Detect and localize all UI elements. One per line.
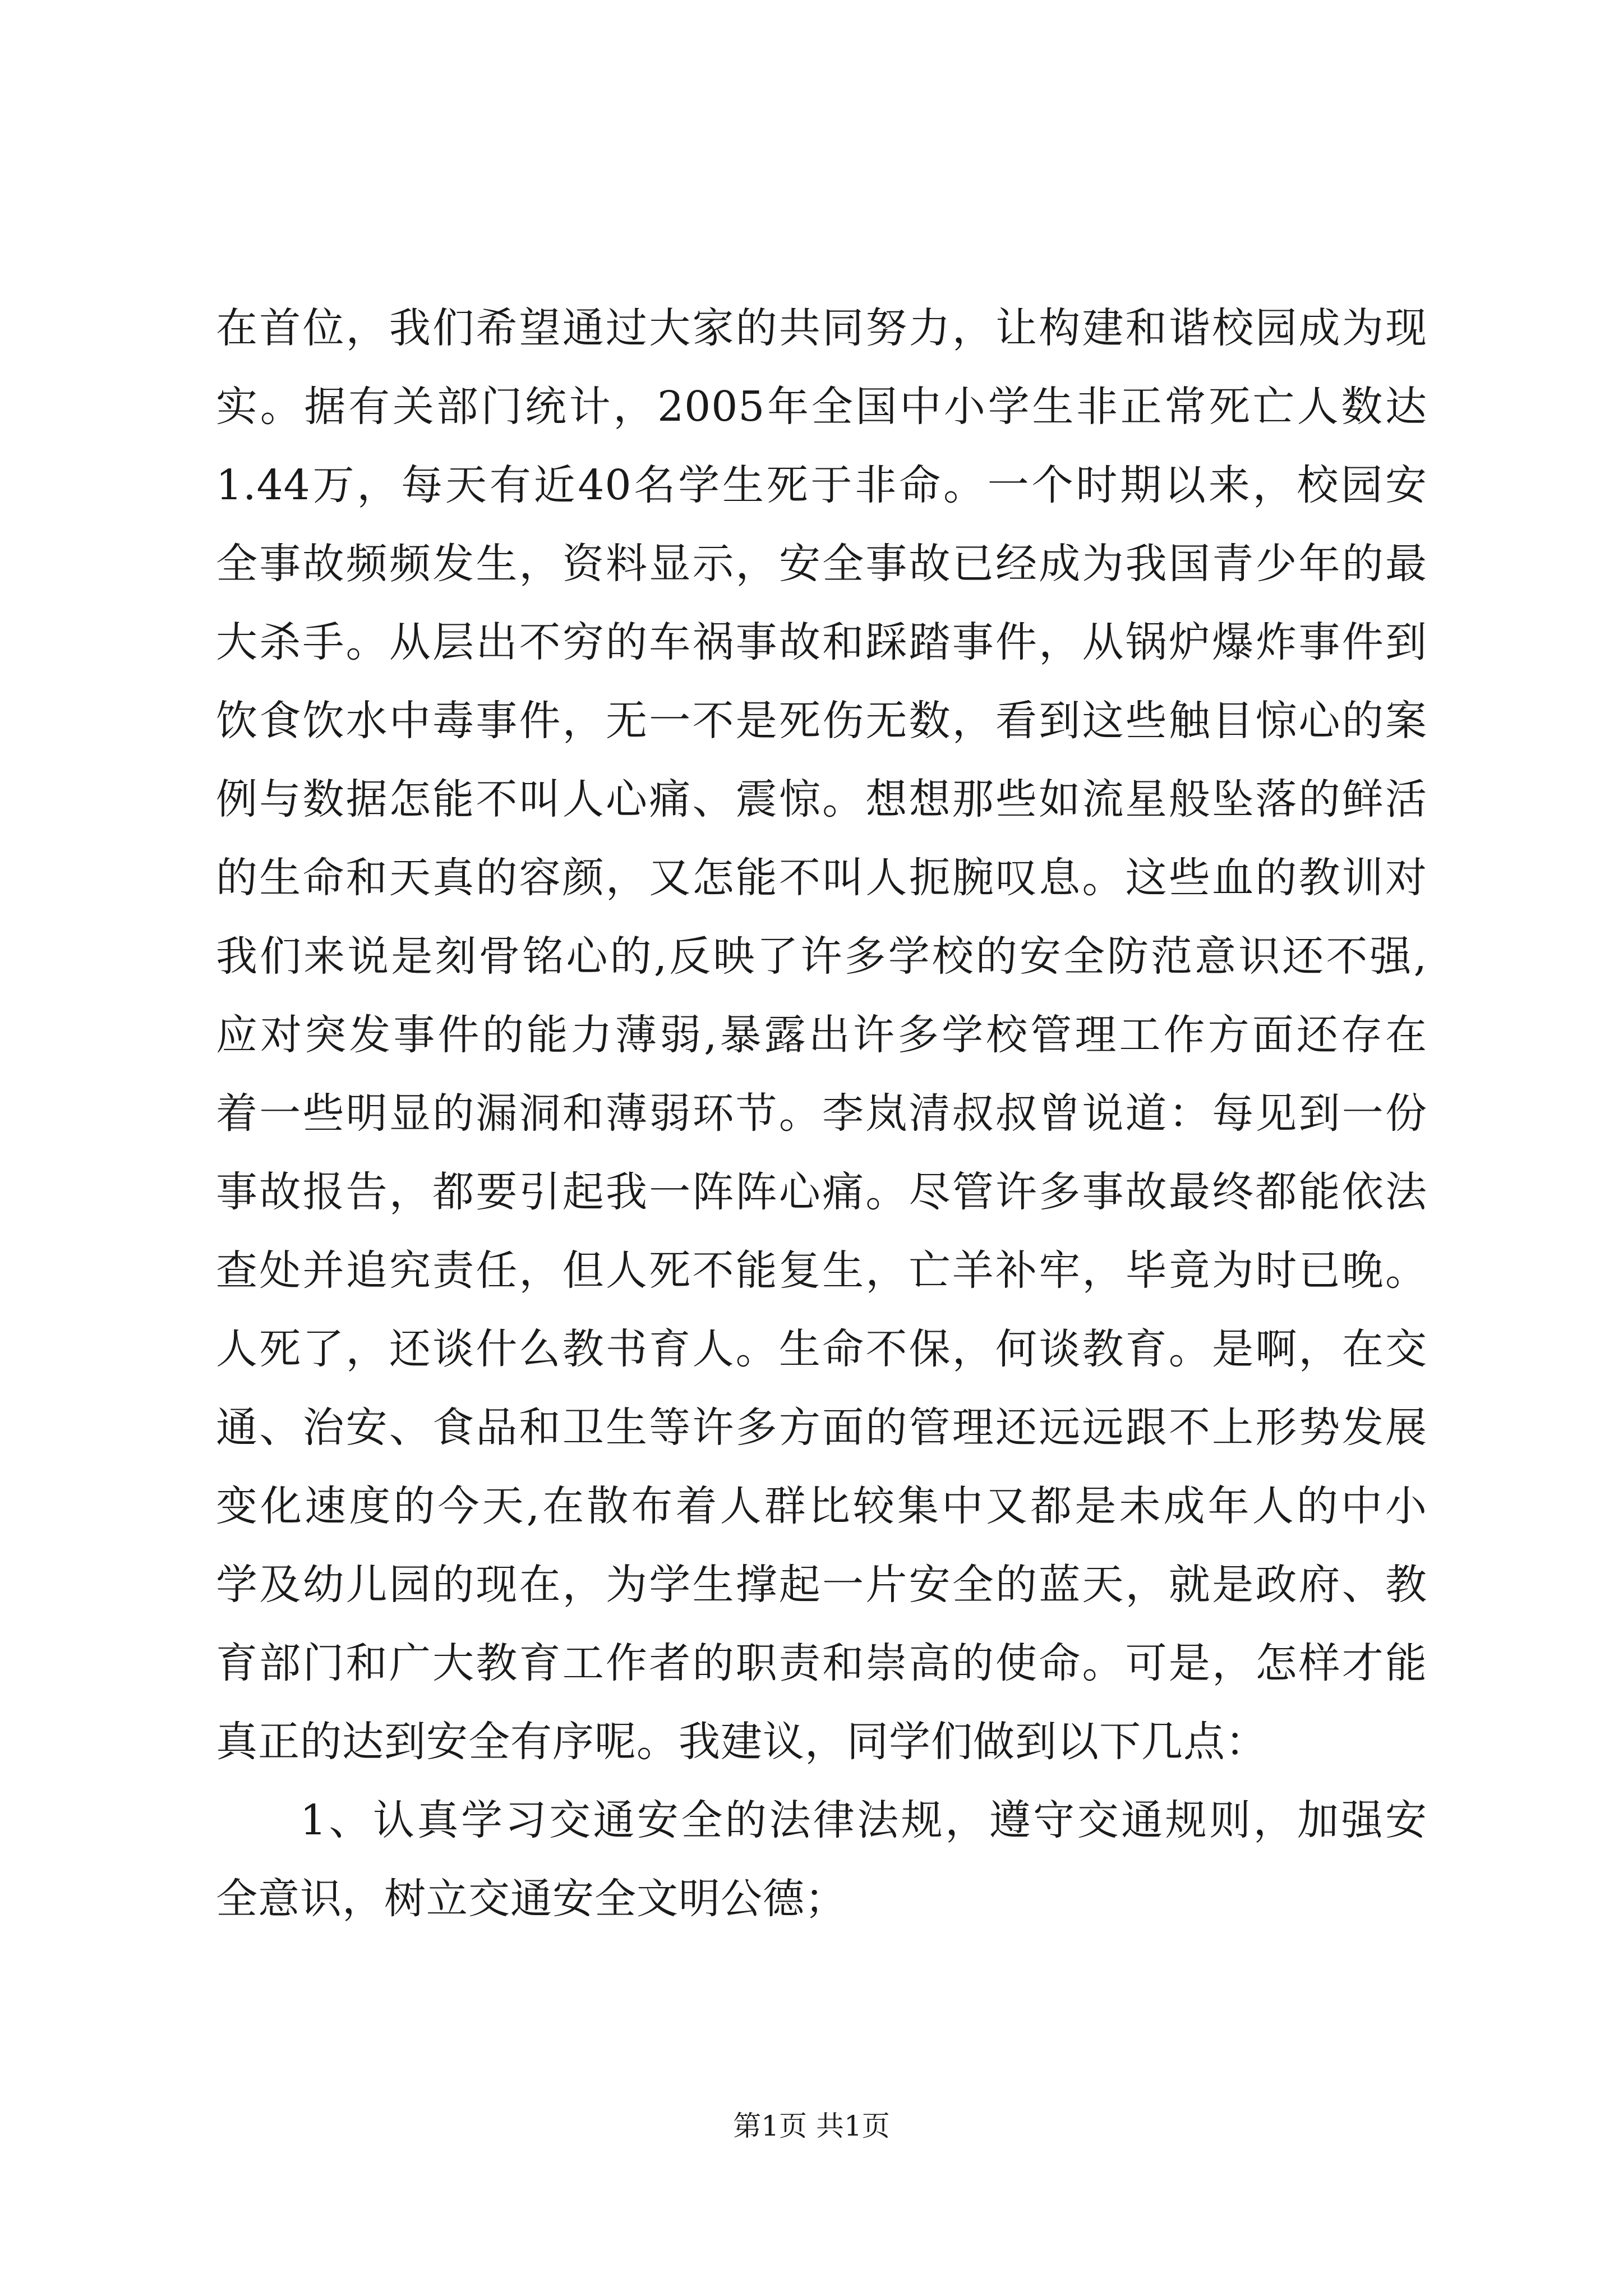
text-line: 全事故频频发生，资料显示，安全事故已经成为我国青少年的最: [216, 540, 1427, 588]
text-line: 真正的达到安全有序呢。我建议，同学们做到以下几点：: [216, 1718, 1267, 1766]
text-line: 大杀手。从层出不穷的车祸事故和踩踏事件，从锅炉爆炸事件到: [216, 618, 1427, 666]
text-line: 着一些明显的漏洞和薄弱环节。李岚清叔叔曾说道：每见到一份: [216, 1089, 1427, 1138]
list-item-line: 1、认真学习交通安全的法律法规，遵守交通规则，加强安: [300, 1796, 1427, 1844]
text-line: 通、治安、食品和卫生等许多方面的管理还远远跟不上形势发展: [216, 1404, 1427, 1452]
text-line: 在首位，我们希望通过大家的共同努力，让构建和谐校园成为现: [216, 304, 1427, 352]
text-line: 事故报告，都要引起我一阵阵心痛。尽管许多事故最终都能依法: [216, 1168, 1427, 1216]
document-body: [216, 289, 1427, 1938]
text-line: 例与数据怎能不叫人心痛、震惊。想想那些如流星般坠落的鲜活: [216, 775, 1427, 823]
text-line: 1.44万，每天有近40名学生死于非命。一个时期以来，校园安: [216, 461, 1427, 509]
text-line: 学及幼儿园的现在，为学生撑起一片安全的蓝天，就是政府、教: [216, 1561, 1427, 1609]
text-line: 我们来说是刻骨铭心的,反映了许多学校的安全防范意识还不强,: [216, 932, 1427, 981]
text-line: 人死了，还谈什么教书育人。生命不保，何谈教育。是啊，在交: [216, 1325, 1427, 1373]
text-line: 变化速度的今天,在散布着人群比较集中又都是未成年人的中小: [216, 1482, 1427, 1530]
text-line: 应对突发事件的能力薄弱,暴露出许多学校管理工作方面还存在: [216, 1011, 1427, 1059]
text-line: 全意识，树立交通安全文明公德；: [216, 1875, 847, 1923]
text-line: 饮食饮水中毒事件，无一不是死伤无数，看到这些触目惊心的案: [216, 697, 1427, 745]
text-line: 查处并追究责任，但人死不能复生，亡羊补牢，毕竟为时已晚。: [216, 1246, 1427, 1295]
text-line: 的生命和天真的容颜，又怎能不叫人扼腕叹息。这些血的教训对: [216, 854, 1427, 902]
text-line: 实。据有关部门统计，2005年全国中小学生非正常死亡人数达: [216, 383, 1427, 431]
page-number-footer: 第1页 共1页: [733, 2110, 890, 2142]
text-line: 育部门和广大教育工作者的职责和崇高的使命。可是，怎样才能: [216, 1639, 1427, 1687]
